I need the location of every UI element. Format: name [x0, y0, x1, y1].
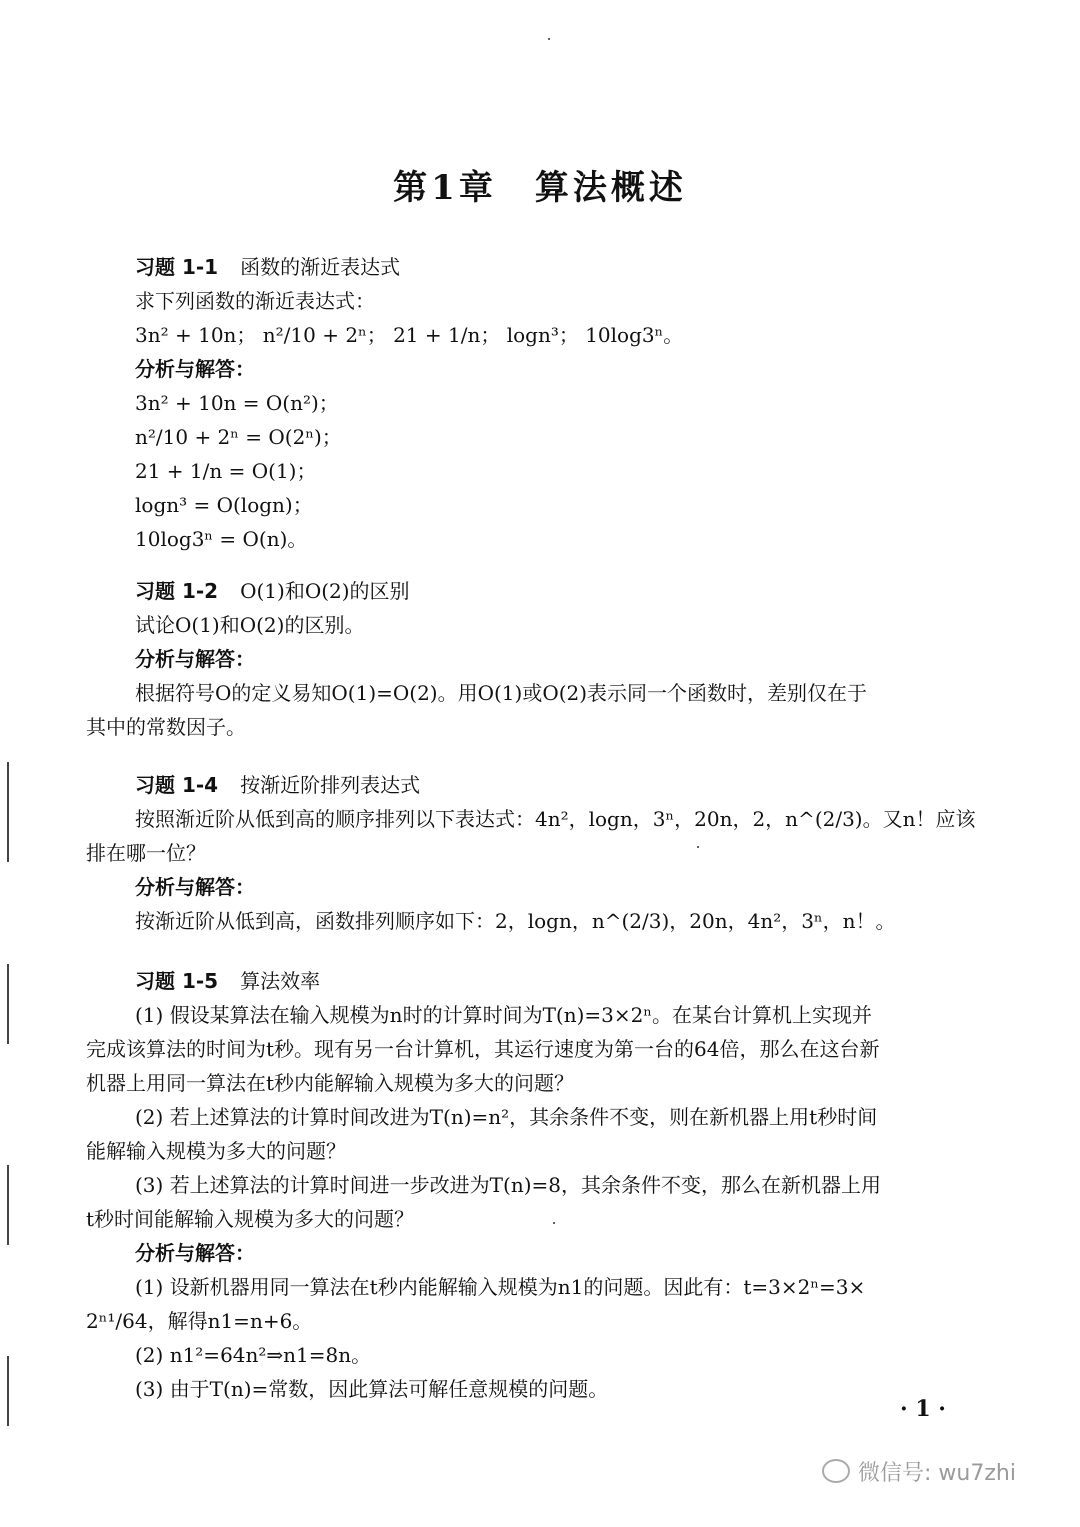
- scan-edge-mark: [7, 1356, 9, 1426]
- answer-line: 10log3ⁿ = O(n)。: [135, 527, 308, 551]
- answer-label: 分析与解答：: [135, 357, 255, 381]
- answer-line: 3n² + 10n = O(n²)；: [135, 391, 339, 415]
- chapter-title: 第1章 算法概述: [393, 168, 687, 208]
- watermark-text: 微信号: wu7zhi: [858, 1461, 1016, 1486]
- question-line: t秒时间能解输入规模为多大的问题？: [86, 1207, 415, 1231]
- answer-line: (3) 由于T(n)=常数，因此算法可解任意规模的问题。: [135, 1377, 609, 1401]
- scan-edge-mark: [7, 762, 9, 862]
- wechat-watermark: [822, 1456, 1016, 1487]
- exercise-number: 习题 1-2: [135, 579, 219, 603]
- answer-line: 2ⁿ¹/64，解得n1=n+6。: [86, 1309, 313, 1333]
- exercise-title: O(1)和O(2)的区别: [240, 579, 410, 603]
- answer-line: (1) 设新机器用同一算法在t秒内能解输入规模为n1的问题。因此有：t=3×2ⁿ=3×: [135, 1275, 866, 1299]
- answer-label: 分析与解答：: [135, 875, 255, 899]
- question-line: 按照渐近阶从低到高的顺序排列以下表达式：4n²，logn，3ⁿ，20n，2，n^(2/3)。又n！应该: [135, 807, 976, 831]
- answer-line: logn³ = O(logn)；: [135, 493, 313, 517]
- answer-line: n²/10 + 2ⁿ = O(2ⁿ)；: [135, 425, 342, 449]
- exercise-prompt: 试论O(1)和O(2)的区别。: [135, 613, 365, 637]
- question-line: (1) 假设某算法在输入规模为n时的计算时间为T(n)=3×2ⁿ。在某台计算机上实现并: [135, 1003, 873, 1027]
- answer-line: 其中的常数因子。: [86, 715, 246, 739]
- question-line: 完成该算法的时间为t秒。现有另一台计算机，其运行速度为第一台的64倍，那么在这台新: [86, 1037, 880, 1061]
- scan-speck: [697, 846, 699, 848]
- exercise-title: 算法效率: [240, 969, 321, 993]
- page-number: · 1 ·: [900, 1396, 946, 1422]
- exercise-heading: [135, 772, 420, 798]
- question-line: (3) 若上述算法的计算时间进一步改进为T(n)=8，其余条件不变，那么在新机器上用: [135, 1173, 881, 1197]
- answer-label: 分析与解答：: [135, 647, 255, 671]
- exercise-heading: [135, 968, 320, 994]
- answer-line: (2) n1²=64n²⇒n1=8n。: [135, 1343, 372, 1367]
- scan-speck: [553, 1222, 555, 1224]
- exercise-heading: [135, 578, 410, 604]
- answer-line: 21 + 1/n = O(1)；: [135, 459, 317, 483]
- answer-line: 根据符号O的定义易知O(1)=O(2)。用O(1)或O(2)表示同一个函数时，差别仅在于: [135, 681, 868, 705]
- answer-label: 分析与解答：: [135, 1241, 255, 1265]
- question-line: (2) 若上述算法的计算时间改进为T(n)=n²，其余条件不变，则在新机器上用t秒时间: [135, 1105, 878, 1129]
- expression-list: 3n² + 10n； n²/10 + 2ⁿ； 21 + 1/n； logn³； 10log3ⁿ。: [135, 323, 684, 347]
- exercise-prompt: 求下列函数的渐近表达式：: [135, 289, 375, 313]
- exercise-title: 按渐近阶排列表达式: [240, 773, 421, 797]
- exercise-number: 习题 1-1: [135, 255, 219, 279]
- question-line: 能解输入规模为多大的问题？: [86, 1139, 346, 1163]
- scan-edge-mark: [7, 964, 9, 1044]
- question-line: 机器上用同一算法在t秒内能解输入规模为多大的问题？: [86, 1071, 575, 1095]
- exercise-number: 习题 1-5: [135, 969, 219, 993]
- wechat-icon: [822, 1459, 850, 1483]
- answer-line: 按渐近阶从低到高，函数排列顺序如下：2，logn，n^(2/3)，20n，4n²，3ⁿ，n！。: [135, 909, 896, 933]
- scan-speck: [548, 38, 550, 40]
- question-line: 排在哪一位？: [86, 841, 206, 865]
- exercise-number: 习题 1-4: [135, 773, 219, 797]
- exercise-heading: [135, 254, 400, 280]
- exercise-title: 函数的渐近表达式: [240, 255, 401, 279]
- scan-edge-mark: [7, 1165, 9, 1245]
